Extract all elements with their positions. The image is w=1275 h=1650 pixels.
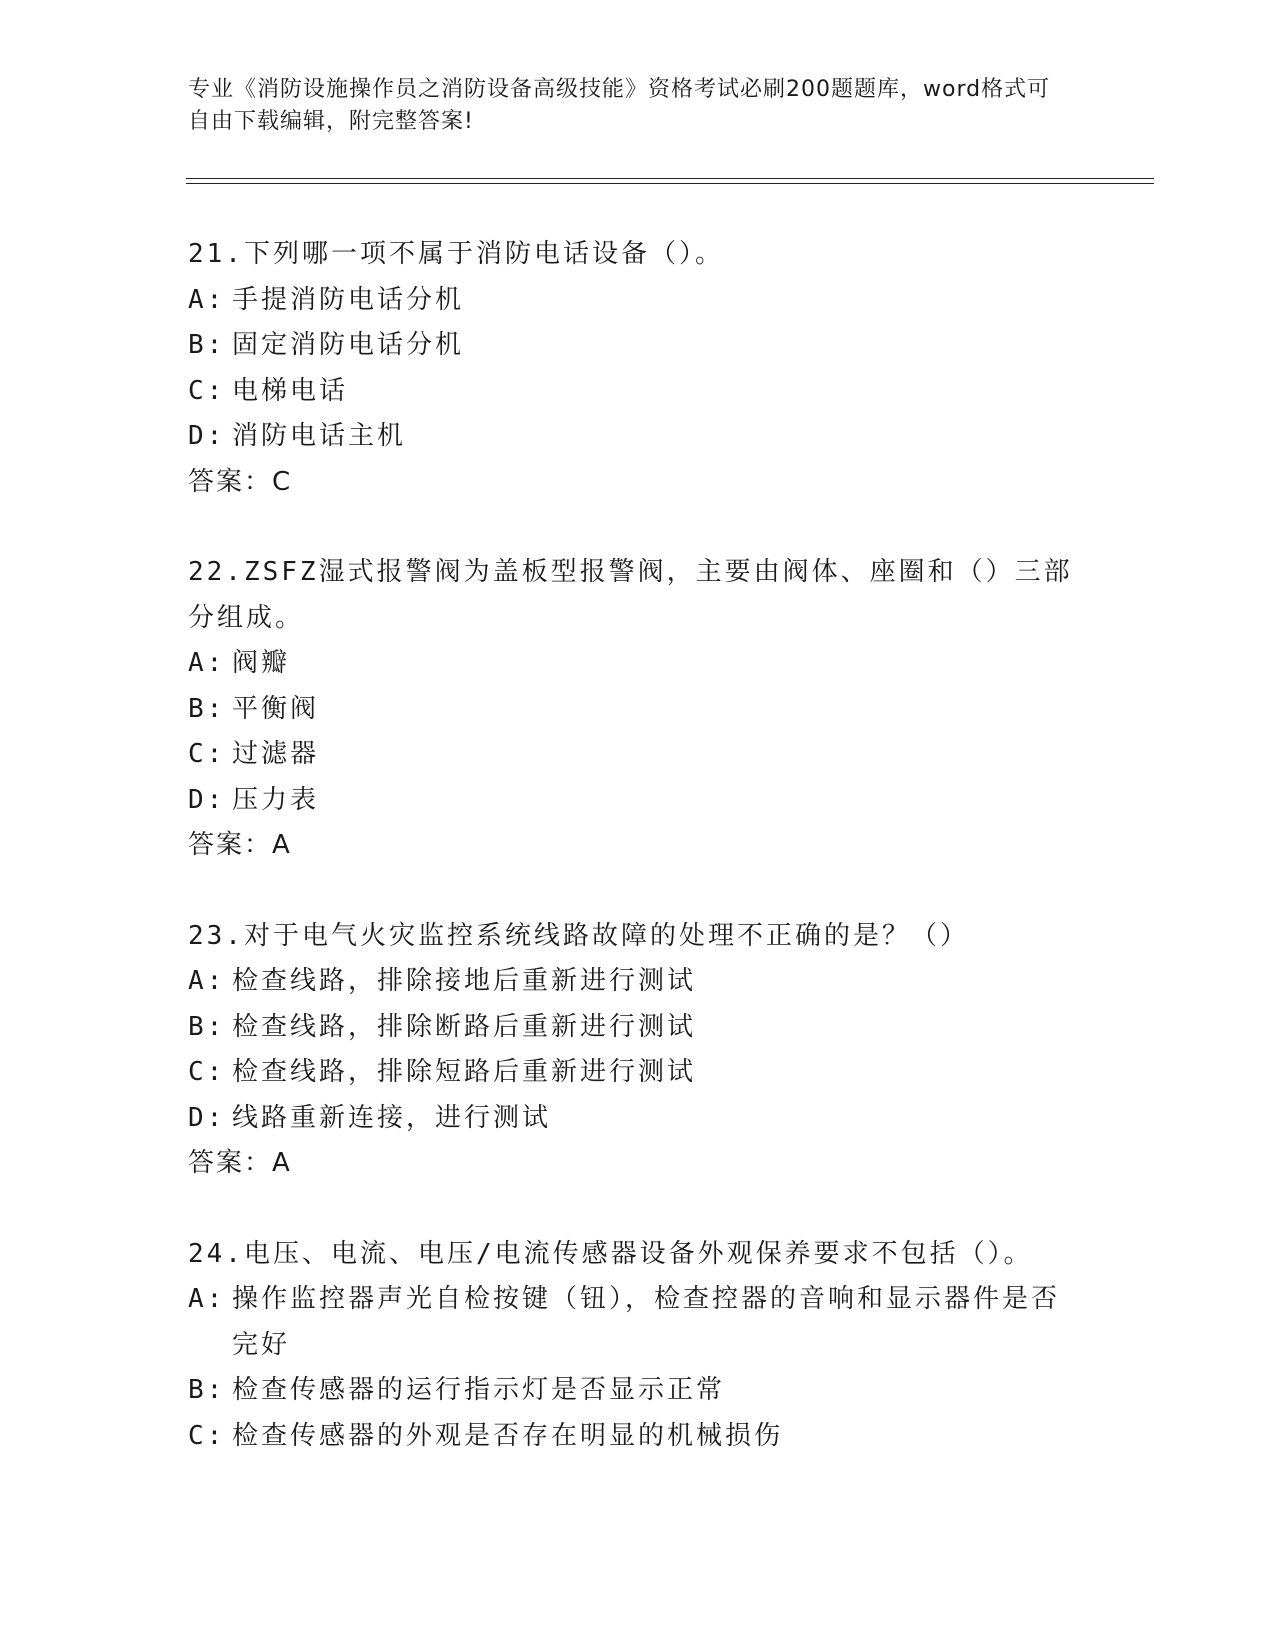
document-header: 专业《消防设施操作员之消防设备高级技能》资格考试必刷200题题库，word格式可自由下载编辑，附完整答案!	[188, 77, 1051, 134]
header-divider-bottom	[186, 183, 1154, 184]
option-text: 线路重新连接，进行测试	[232, 1102, 552, 1133]
option-letter: D:	[188, 784, 226, 815]
option-letter: A:	[188, 1284, 226, 1314]
option-text: 检查传感器的运行指示灯是否显示正常	[232, 1375, 726, 1405]
option-a	[188, 1277, 1088, 1368]
question-title: 24.电压、电流、电压/电流传感器设备外观保养要求不包括（）。	[188, 1238, 1033, 1269]
option-text: 检查传感器的外观是否存在明显的机械损伤	[232, 1420, 784, 1451]
option-letter: A:	[188, 648, 226, 678]
option-text: 手提消防电话分机	[232, 284, 465, 315]
option-letter: C:	[188, 739, 226, 769]
option-text: 平衡阀	[232, 693, 320, 724]
question-title: 21.下列哪一项不属于消防电话设备（）。	[188, 239, 724, 269]
option-text: 电梯电话	[232, 375, 349, 406]
option-text: 检查线路，排除接地后重新进行测试	[232, 966, 697, 996]
option-text: 检查线路，排除断路后重新进行测试	[232, 1011, 697, 1042]
option-text: 消防电话主机	[232, 421, 407, 451]
option-letter: C:	[188, 375, 226, 406]
option-text: 检查线路，排除短路后重新进行测试	[232, 1057, 697, 1087]
option-c	[188, 732, 1088, 778]
question-22	[188, 550, 1088, 869]
question-23	[188, 914, 1088, 1187]
option-b	[188, 1005, 1088, 1051]
question-title: 22.ZSFZ湿式报警阀为盖板型报警阀，主要由阀体、座圈和（）三部分组成。	[188, 557, 1073, 633]
question-title: 23.对于电气火灾监控系统线路故障的处理不正确的是？（）	[188, 920, 969, 951]
question-21	[188, 232, 1088, 505]
option-letter: A:	[188, 966, 226, 996]
option-a	[188, 641, 1088, 687]
option-letter: A:	[188, 284, 226, 315]
option-letter: C:	[188, 1420, 226, 1451]
option-b	[188, 1368, 1088, 1414]
option-d	[188, 1096, 1088, 1142]
option-c	[188, 1414, 1088, 1460]
answer-line: 答案：C	[188, 466, 293, 497]
answer-line: 答案：A	[188, 830, 292, 860]
option-c	[188, 1050, 1088, 1096]
question-24	[188, 1232, 1088, 1460]
option-letter: D:	[188, 421, 226, 451]
answer-line: 答案：A	[188, 1148, 292, 1178]
option-a	[188, 278, 1088, 324]
option-d	[188, 778, 1088, 824]
option-c	[188, 369, 1088, 415]
option-letter: D:	[188, 1102, 226, 1133]
option-text: 压力表	[232, 784, 320, 815]
question-list	[188, 232, 1088, 1504]
option-letter: B:	[188, 693, 226, 724]
option-letter: B:	[188, 330, 226, 360]
option-letter: C:	[188, 1057, 226, 1087]
option-a	[188, 959, 1088, 1005]
option-text: 固定消防电话分机	[232, 330, 465, 360]
option-b	[188, 687, 1088, 733]
option-text: 操作监控器声光自检按键（钮），检查控器的音响和显示器件是否完好	[232, 1284, 1061, 1360]
option-b	[188, 323, 1088, 369]
option-letter: B:	[188, 1011, 226, 1042]
option-text: 阀瓣	[232, 648, 291, 678]
header-divider-top	[186, 178, 1154, 179]
option-letter: B:	[188, 1375, 226, 1405]
option-text: 过滤器	[232, 739, 320, 769]
option-d	[188, 414, 1088, 460]
